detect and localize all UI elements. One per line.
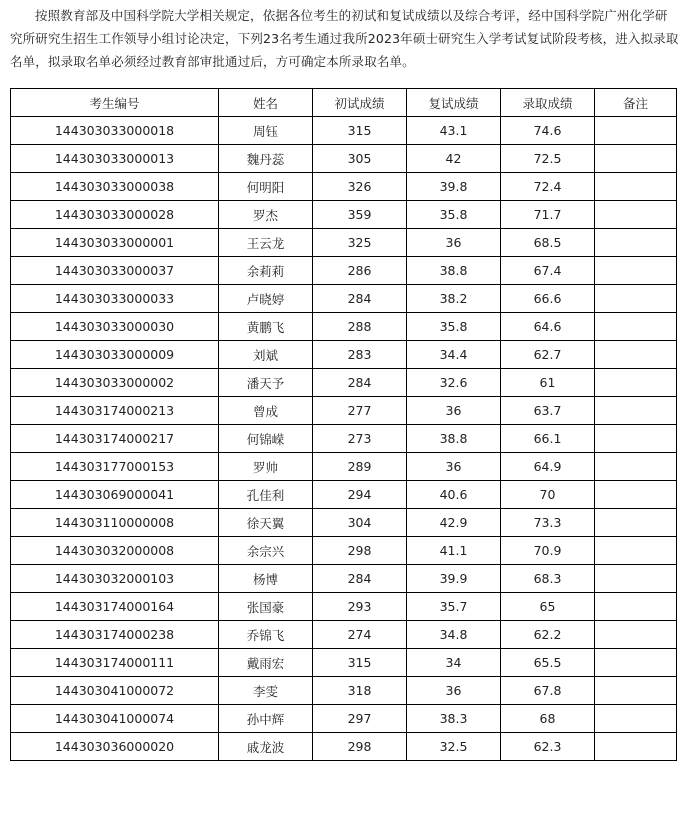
initial-score-cell: 277 (313, 397, 407, 425)
admission-table (10, 88, 677, 761)
initial-score-cell: 273 (313, 425, 407, 453)
candidate-id-cell: 144303033000038 (11, 173, 219, 201)
retest-score-cell: 38.8 (407, 425, 501, 453)
retest-score-cell: 38.8 (407, 257, 501, 285)
table-row (11, 285, 677, 313)
admission-score-cell: 70 (501, 481, 595, 509)
initial-score-cell: 315 (313, 117, 407, 145)
header-retest-score: 复试成绩 (407, 89, 501, 117)
retest-score-cell: 36 (407, 453, 501, 481)
initial-score-cell: 289 (313, 453, 407, 481)
retest-score-cell: 41.1 (407, 537, 501, 565)
table-row (11, 173, 677, 201)
admission-score-cell: 63.7 (501, 397, 595, 425)
initial-score-cell: 294 (313, 481, 407, 509)
initial-score-cell: 274 (313, 621, 407, 649)
table-row (11, 677, 677, 705)
initial-score-cell: 286 (313, 257, 407, 285)
candidate-id-cell: 144303033000002 (11, 369, 219, 397)
candidate-id-cell: 144303174000164 (11, 593, 219, 621)
admission-score-cell: 66.1 (501, 425, 595, 453)
candidate-id-cell: 144303174000213 (11, 397, 219, 425)
admission-score-cell: 62.2 (501, 621, 595, 649)
remarks-cell (595, 313, 677, 341)
remarks-cell (595, 425, 677, 453)
remarks-cell (595, 341, 677, 369)
name-cell: 王云龙 (219, 229, 313, 257)
remarks-cell (595, 173, 677, 201)
table-header-row (11, 89, 677, 117)
table-row (11, 145, 677, 173)
admission-score-cell: 61 (501, 369, 595, 397)
table-row (11, 649, 677, 677)
name-cell: 曾成 (219, 397, 313, 425)
name-cell: 罗帅 (219, 453, 313, 481)
candidate-id-cell: 144303041000074 (11, 705, 219, 733)
name-cell: 乔锦飞 (219, 621, 313, 649)
admission-score-cell: 72.5 (501, 145, 595, 173)
remarks-cell (595, 285, 677, 313)
admission-score-cell: 67.8 (501, 677, 595, 705)
candidate-id-cell: 144303033000037 (11, 257, 219, 285)
table-row (11, 509, 677, 537)
retest-score-cell: 40.6 (407, 481, 501, 509)
table-row (11, 593, 677, 621)
candidate-id-cell: 144303033000028 (11, 201, 219, 229)
initial-score-cell: 359 (313, 201, 407, 229)
initial-score-cell: 297 (313, 705, 407, 733)
name-cell: 戴雨宏 (219, 649, 313, 677)
retest-score-cell: 38.3 (407, 705, 501, 733)
initial-score-cell: 288 (313, 313, 407, 341)
name-cell: 罗杰 (219, 201, 313, 229)
table-row (11, 621, 677, 649)
name-cell: 潘天予 (219, 369, 313, 397)
retest-score-cell: 39.9 (407, 565, 501, 593)
name-cell: 张国豪 (219, 593, 313, 621)
name-cell: 魏丹蕊 (219, 145, 313, 173)
remarks-cell (595, 397, 677, 425)
remarks-cell (595, 537, 677, 565)
name-cell: 孙中辉 (219, 705, 313, 733)
remarks-cell (595, 649, 677, 677)
name-cell: 余莉莉 (219, 257, 313, 285)
candidate-id-cell: 144303033000033 (11, 285, 219, 313)
candidate-id-cell: 144303033000009 (11, 341, 219, 369)
initial-score-cell: 293 (313, 593, 407, 621)
table-row (11, 313, 677, 341)
initial-score-cell: 305 (313, 145, 407, 173)
remarks-cell (595, 621, 677, 649)
retest-score-cell: 35.7 (407, 593, 501, 621)
initial-score-cell: 304 (313, 509, 407, 537)
table-row (11, 453, 677, 481)
name-cell: 余宗兴 (219, 537, 313, 565)
retest-score-cell: 43.1 (407, 117, 501, 145)
admission-score-cell: 71.7 (501, 201, 595, 229)
retest-score-cell: 32.5 (407, 733, 501, 761)
admission-score-cell: 62.3 (501, 733, 595, 761)
remarks-cell (595, 733, 677, 761)
candidate-id-cell: 144303177000153 (11, 453, 219, 481)
candidate-id-cell: 144303174000111 (11, 649, 219, 677)
admission-score-cell: 65.5 (501, 649, 595, 677)
candidate-id-cell: 144303032000103 (11, 565, 219, 593)
candidate-id-cell: 144303069000041 (11, 481, 219, 509)
candidate-id-cell: 144303174000217 (11, 425, 219, 453)
admission-score-cell: 73.3 (501, 509, 595, 537)
admission-score-cell: 65 (501, 593, 595, 621)
retest-score-cell: 42 (407, 145, 501, 173)
remarks-cell (595, 145, 677, 173)
admission-score-cell: 64.6 (501, 313, 595, 341)
retest-score-cell: 39.8 (407, 173, 501, 201)
name-cell: 周钰 (219, 117, 313, 145)
table-row (11, 565, 677, 593)
admission-score-cell: 64.9 (501, 453, 595, 481)
retest-score-cell: 32.6 (407, 369, 501, 397)
initial-score-cell: 318 (313, 677, 407, 705)
name-cell: 何明阳 (219, 173, 313, 201)
name-cell: 李雯 (219, 677, 313, 705)
name-cell: 徐天翼 (219, 509, 313, 537)
header-remarks: 备注 (595, 89, 677, 117)
retest-score-cell: 36 (407, 397, 501, 425)
initial-score-cell: 284 (313, 285, 407, 313)
candidate-id-cell: 144303110000008 (11, 509, 219, 537)
table-row (11, 425, 677, 453)
header-candidate-id: 考生编号 (11, 89, 219, 117)
name-cell: 戚龙波 (219, 733, 313, 761)
admission-score-cell: 62.7 (501, 341, 595, 369)
initial-score-cell: 325 (313, 229, 407, 257)
admission-score-cell: 68.3 (501, 565, 595, 593)
retest-score-cell: 38.2 (407, 285, 501, 313)
initial-score-cell: 298 (313, 537, 407, 565)
table-row (11, 117, 677, 145)
intro-paragraph: 按照教育部及中国科学院大学相关规定，依据各位考生的初试和复试成绩以及综合考评，经中国科学院广州化学研究所研究生招生工作领导小组讨论决定，下列23名考生通过我所2023年硕士研究生入学考试复试阶段考核，进入拟录取名单，拟录取名单必须经过教育部审批通过后，方可确定本所录取名单。 (10, 8, 679, 69)
table-row (11, 733, 677, 761)
retest-score-cell: 36 (407, 677, 501, 705)
retest-score-cell: 36 (407, 229, 501, 257)
remarks-cell (595, 593, 677, 621)
remarks-cell (595, 453, 677, 481)
admission-score-cell: 66.6 (501, 285, 595, 313)
candidate-id-cell: 144303033000030 (11, 313, 219, 341)
table-row (11, 229, 677, 257)
table-row (11, 201, 677, 229)
remarks-cell (595, 201, 677, 229)
name-cell: 刘斌 (219, 341, 313, 369)
admission-score-cell: 68 (501, 705, 595, 733)
table-row (11, 397, 677, 425)
table-row (11, 705, 677, 733)
candidate-id-cell: 144303041000072 (11, 677, 219, 705)
admission-score-cell: 67.4 (501, 257, 595, 285)
name-cell: 卢晓婷 (219, 285, 313, 313)
admission-score-cell: 72.4 (501, 173, 595, 201)
admission-score-cell: 70.9 (501, 537, 595, 565)
initial-score-cell: 326 (313, 173, 407, 201)
header-admission-score: 录取成绩 (501, 89, 595, 117)
header-initial-score: 初试成绩 (313, 89, 407, 117)
retest-score-cell: 35.8 (407, 201, 501, 229)
candidate-id-cell: 144303036000020 (11, 733, 219, 761)
candidate-id-cell: 144303033000018 (11, 117, 219, 145)
remarks-cell (595, 257, 677, 285)
name-cell: 孔佳利 (219, 481, 313, 509)
retest-score-cell: 34 (407, 649, 501, 677)
remarks-cell (595, 369, 677, 397)
table-row (11, 341, 677, 369)
table-row (11, 481, 677, 509)
table-row (11, 369, 677, 397)
name-cell: 何锦嵘 (219, 425, 313, 453)
remarks-cell (595, 481, 677, 509)
initial-score-cell: 298 (313, 733, 407, 761)
remarks-cell (595, 565, 677, 593)
retest-score-cell: 34.8 (407, 621, 501, 649)
initial-score-cell: 284 (313, 565, 407, 593)
candidate-id-cell: 144303174000238 (11, 621, 219, 649)
remarks-cell (595, 677, 677, 705)
name-cell: 杨博 (219, 565, 313, 593)
table-body (11, 117, 677, 761)
table-row (11, 537, 677, 565)
admission-score-cell: 68.5 (501, 229, 595, 257)
initial-score-cell: 315 (313, 649, 407, 677)
remarks-cell (595, 117, 677, 145)
header-name: 姓名 (219, 89, 313, 117)
candidate-id-cell: 144303033000013 (11, 145, 219, 173)
remarks-cell (595, 705, 677, 733)
candidate-id-cell: 144303032000008 (11, 537, 219, 565)
candidate-id-cell: 144303033000001 (11, 229, 219, 257)
remarks-cell (595, 509, 677, 537)
retest-score-cell: 35.8 (407, 313, 501, 341)
retest-score-cell: 34.4 (407, 341, 501, 369)
retest-score-cell: 42.9 (407, 509, 501, 537)
name-cell: 黄鹏飞 (219, 313, 313, 341)
remarks-cell (595, 229, 677, 257)
table-row (11, 257, 677, 285)
initial-score-cell: 283 (313, 341, 407, 369)
initial-score-cell: 284 (313, 369, 407, 397)
admission-score-cell: 74.6 (501, 117, 595, 145)
